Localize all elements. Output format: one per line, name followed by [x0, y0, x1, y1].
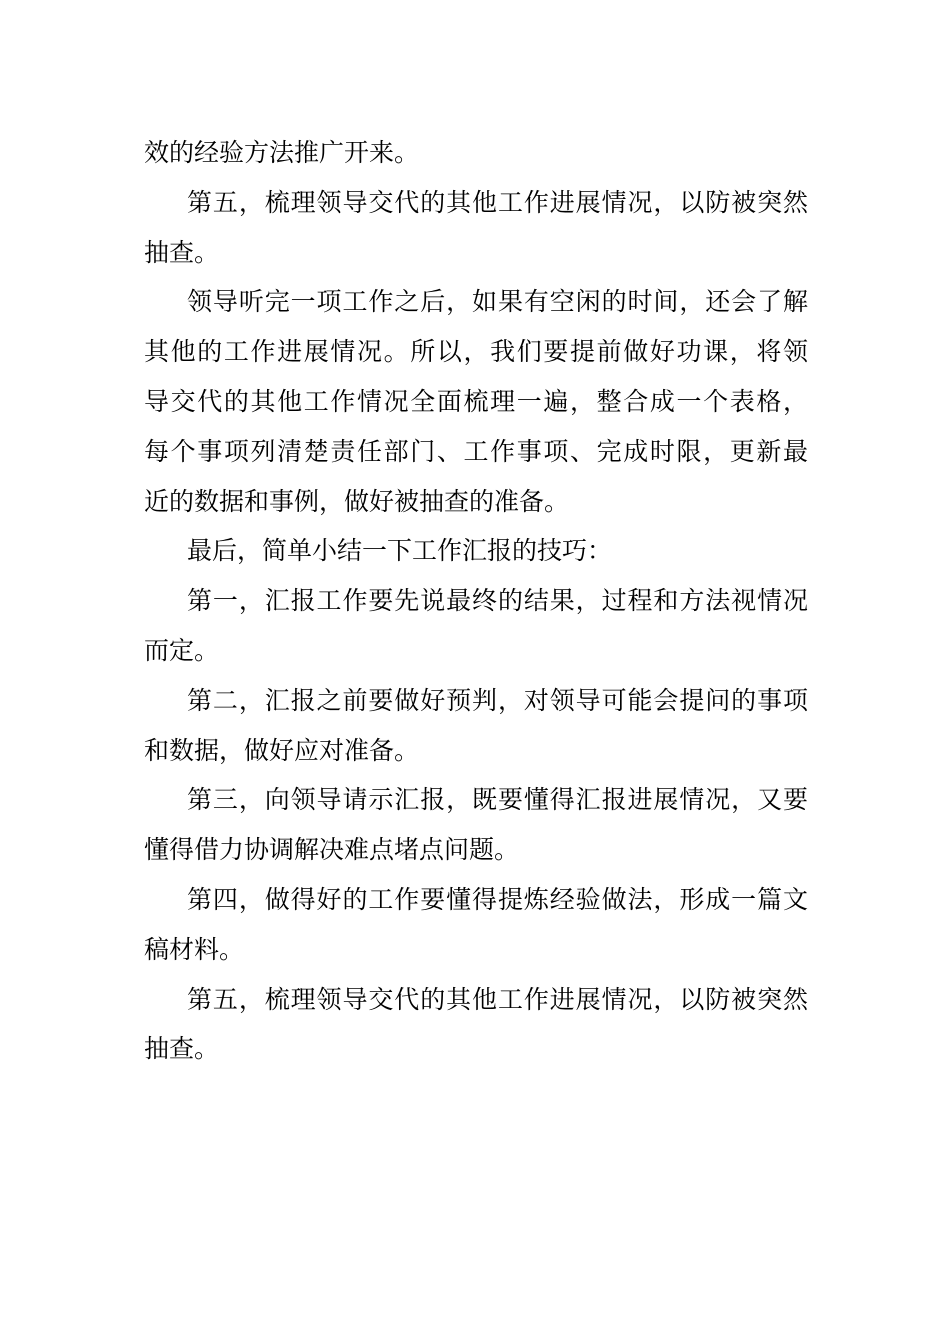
paragraph-9	[144, 975, 808, 1075]
paragraph-3	[144, 277, 808, 526]
paragraph-7	[144, 775, 808, 875]
text-line: 领导听完一项工作之后，如果有空闲的时间，还会了解	[187, 287, 808, 317]
text-line: 懂得借力协调解决难点堵点问题。	[144, 835, 520, 865]
text-line: 第四，做得好的工作要懂得提炼经验做法，形成一篇文	[187, 884, 808, 914]
text-line: 和数据，做好应对准备。	[144, 735, 420, 765]
paragraph-8	[144, 875, 808, 975]
text-line: 第五，梳理领导交代的其他工作进展情况，以防被突然	[187, 984, 808, 1014]
text-line: 第三，向领导请示汇报，既要懂得汇报进展情况，又要	[187, 785, 808, 815]
text-line: 而定。	[144, 635, 220, 665]
text-line: 抽查。	[144, 237, 220, 267]
text-line: 其他的工作进展情况。所以，我们要提前做好功课，将领	[144, 337, 808, 367]
paragraph-5	[144, 576, 808, 676]
text-line: 第五，梳理领导交代的其他工作进展情况，以防被突然	[187, 187, 808, 217]
text-line: 最后，简单小结一下工作汇报的技巧：	[187, 536, 613, 566]
text-line: 近的数据和事例，做好被抽查的准备。	[144, 486, 570, 516]
text-line: 效的经验方法推广开来。	[144, 138, 420, 167]
text-line: 第二，汇报之前要做好预判，对领导可能会提问的事项	[187, 685, 808, 715]
paragraph-1	[144, 128, 808, 178]
text-line: 导交代的其他工作情况全面梳理一遍，整合成一个表格，	[144, 386, 808, 416]
paragraph-2	[144, 178, 808, 278]
text-line: 稿材料。	[144, 934, 245, 964]
text-line: 抽查。	[144, 1034, 220, 1064]
document-body	[144, 128, 808, 1074]
paragraph-6	[144, 676, 808, 776]
text-line: 第一，汇报工作要先说最终的结果，过程和方法视情况	[187, 586, 808, 616]
paragraph-4	[144, 526, 808, 576]
text-line: 每个事项列清楚责任部门、工作事项、完成时限，更新最	[144, 436, 808, 466]
